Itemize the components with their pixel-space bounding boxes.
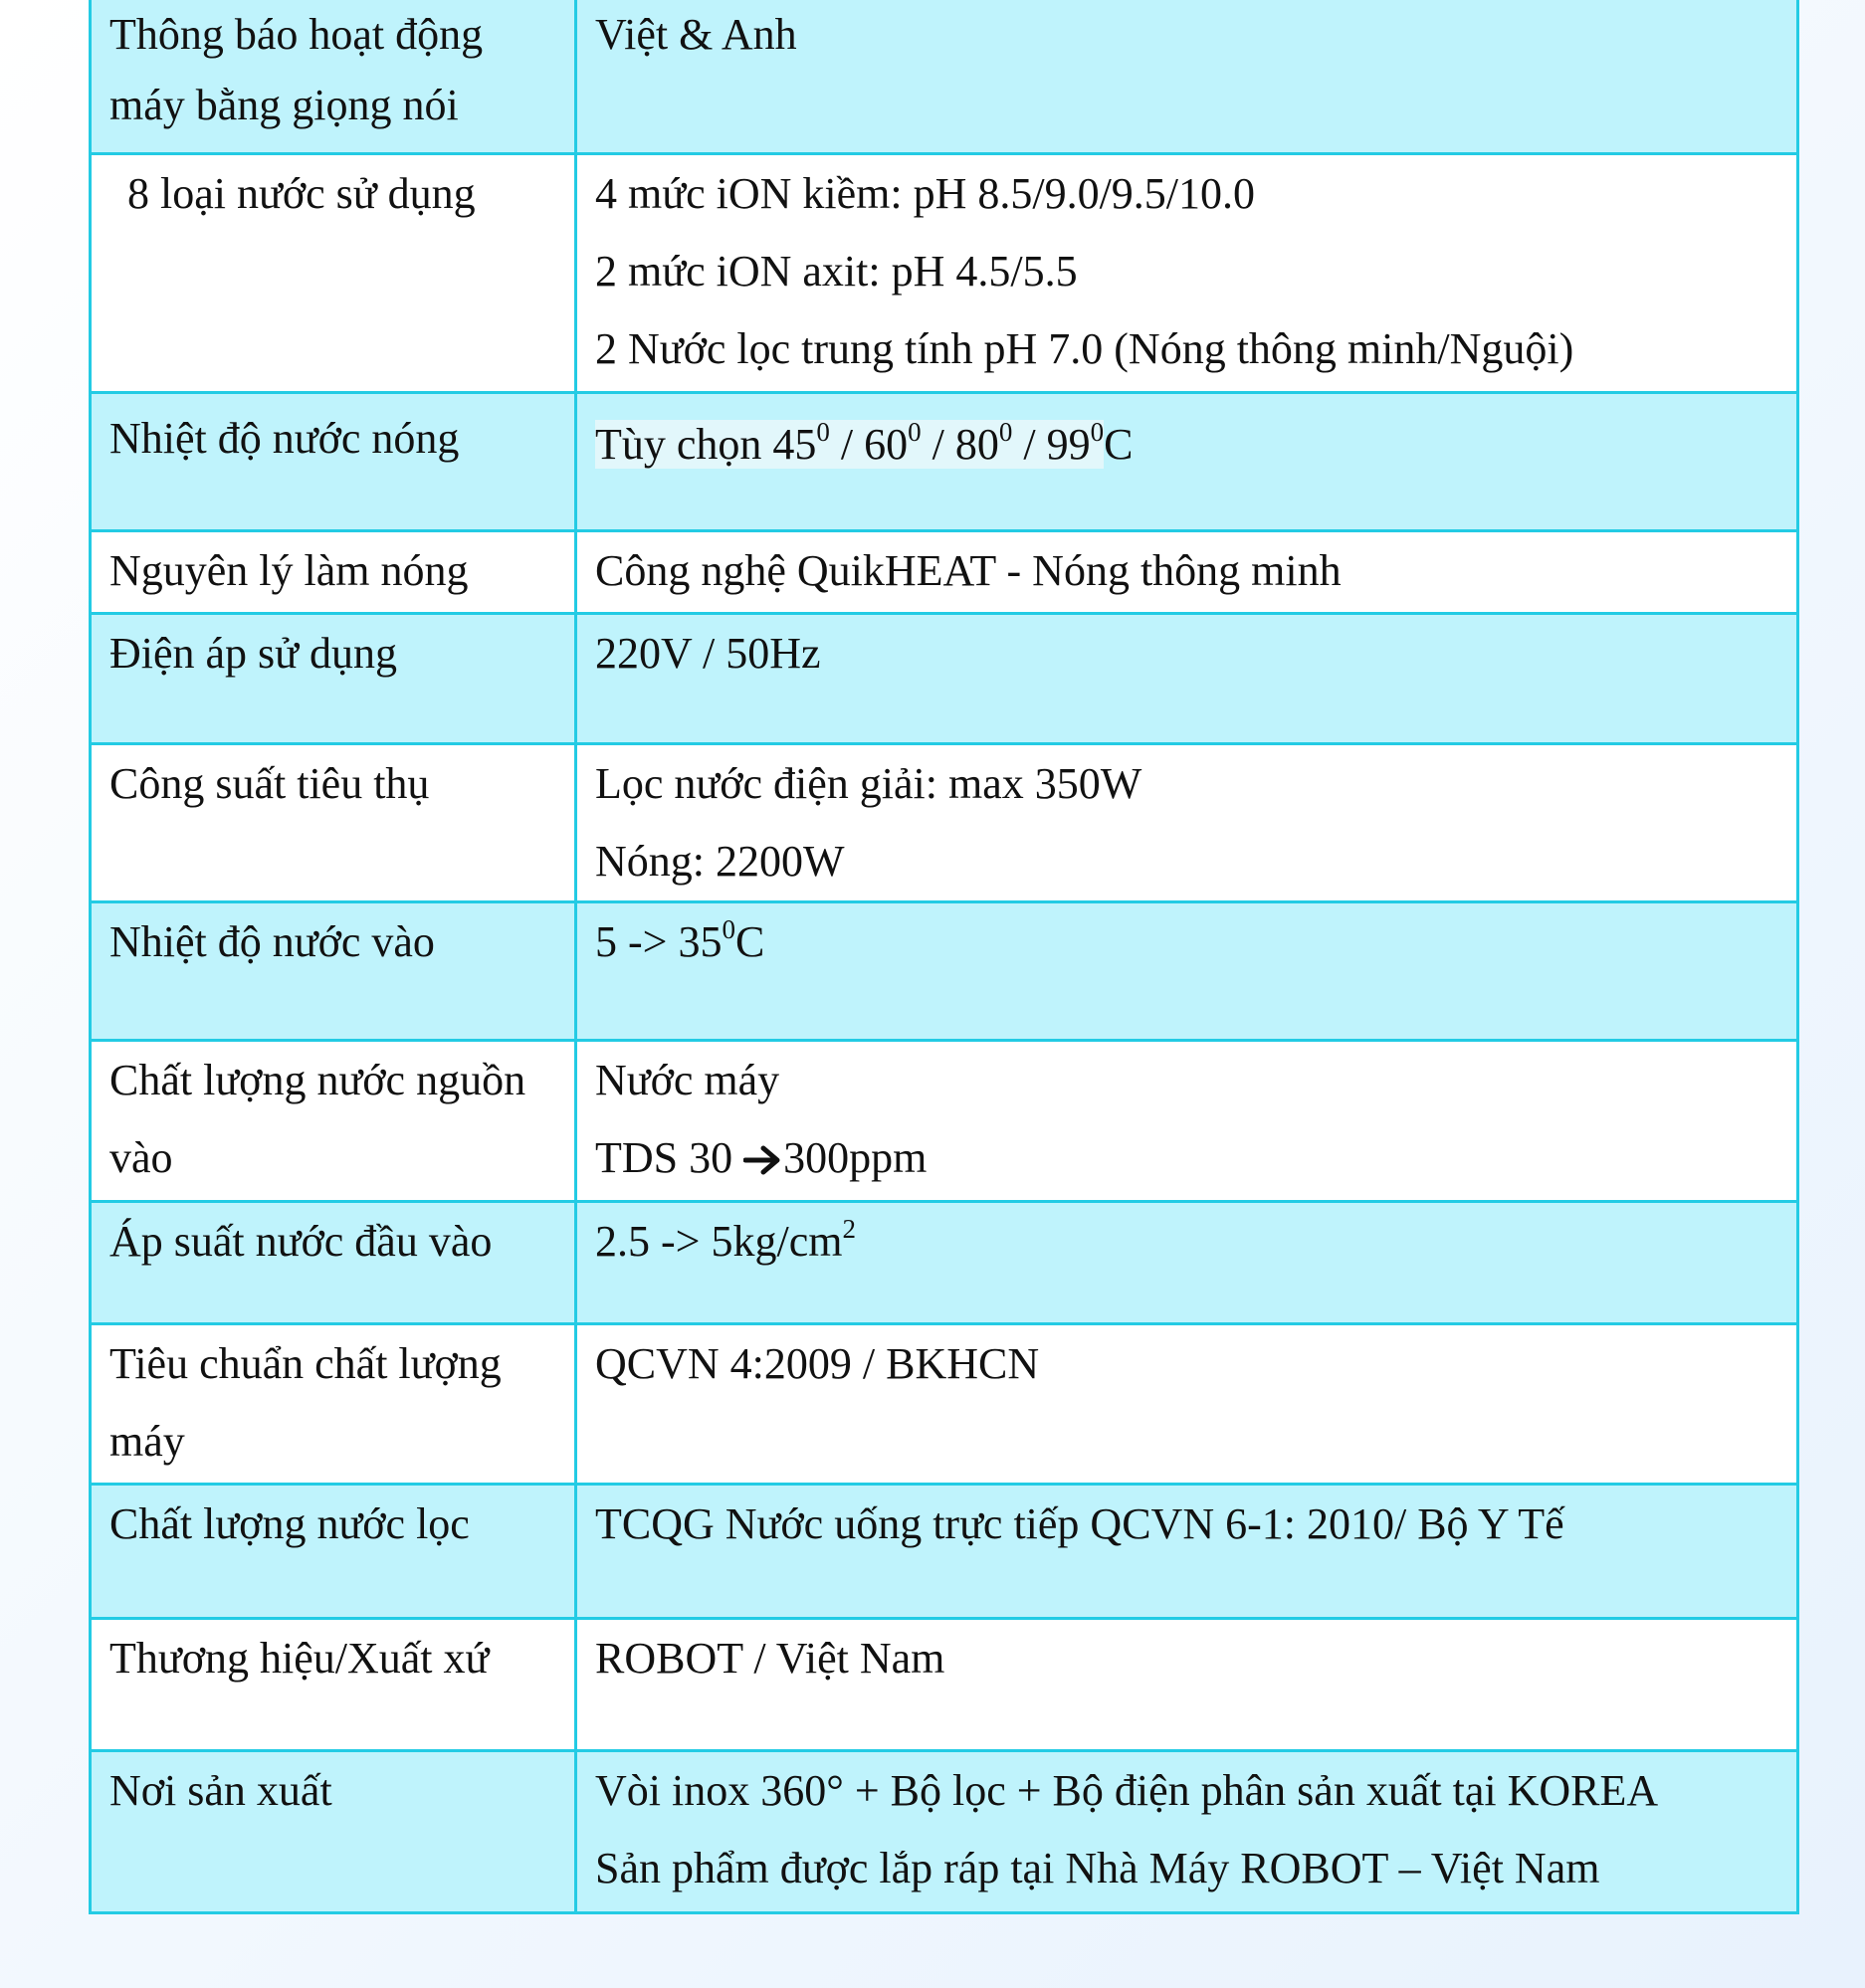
row-value — [576, 1324, 1798, 1485]
table-row — [91, 614, 1798, 744]
table-row — [91, 1751, 1798, 1913]
value-text: ROBOT / Việt Nam — [595, 1634, 945, 1683]
label-text: Công suất tiêu thụ — [109, 759, 430, 808]
table-row — [91, 0, 1798, 154]
table-row — [91, 1485, 1798, 1619]
row-label — [91, 1041, 576, 1202]
row-value — [576, 1751, 1798, 1913]
value-text: 2 mức iON axit: pH 4.5/5.5 — [595, 247, 1078, 296]
table-row — [91, 1202, 1798, 1324]
tds-range: TDS 30 300ppm — [595, 1133, 928, 1182]
label-text: Áp suất nước đầu vào — [109, 1217, 493, 1266]
row-value — [576, 614, 1798, 744]
row-label — [91, 614, 576, 744]
table-row — [91, 1619, 1798, 1751]
row-value — [576, 154, 1798, 393]
value-text: Nước máy — [595, 1056, 780, 1104]
row-value — [576, 744, 1798, 902]
value-text: TCQG Nước uống trực tiếp QCVN 6-1: 2010/ Bộ Y Tế — [595, 1499, 1564, 1548]
table-row — [91, 531, 1798, 614]
row-label — [91, 531, 576, 614]
label-text: Thông báo hoạt động máy bằng giọng nói — [109, 10, 484, 129]
row-label — [91, 0, 576, 154]
hot-temp-options: Tùy chọn $45^0 / 60^0 / 80^0 / 99^0$ — [595, 417, 1105, 469]
label-text: Tiêu chuẩn chất lượng máy — [109, 1339, 502, 1466]
row-value — [576, 531, 1798, 614]
value-text: Việt & Anh — [595, 10, 797, 59]
label-text: Thương hiệu/Xuất xứ — [109, 1634, 490, 1683]
label-text: Nơi sản xuất — [109, 1766, 332, 1815]
row-label — [91, 1324, 576, 1485]
table-row — [91, 154, 1798, 393]
label-text: Nhiệt độ nước vào — [109, 917, 435, 966]
label-text: Chất lượng nước lọc — [109, 1499, 470, 1548]
row-label — [91, 393, 576, 531]
table-row — [91, 1324, 1798, 1485]
row-label — [91, 744, 576, 902]
value-text: Vòi inox 360° + Bộ lọc + Bộ điện phân sản xuất tại KOREA — [595, 1766, 1659, 1815]
value-text: Lọc nước điện giải: max 350W — [595, 759, 1142, 808]
value-text: 2 Nước lọc trung tính pH 7.0 (Nóng thông minh/Nguội) — [595, 324, 1574, 373]
value-text: 4 mức iON kiềm: pH 8.5/9.0/9.5/10.0 — [595, 169, 1256, 218]
table-row — [91, 1041, 1798, 1202]
row-label — [91, 902, 576, 1041]
value-text: Nóng: 2200W — [595, 837, 845, 886]
row-value: $5 -> 35^0C$ — [576, 902, 1798, 1041]
row-label — [91, 1202, 576, 1324]
table-row — [91, 393, 1798, 531]
row-value: $2.5 -> 5kg/cm^2$ — [576, 1202, 1798, 1324]
label-text: Nhiệt độ nước nóng — [109, 414, 460, 463]
value-text: Sản phẩm được lắp ráp tại Nhà Máy ROBOT – Việt Nam — [595, 1844, 1600, 1892]
row-value — [576, 0, 1798, 154]
row-value: Tùy chọn $45^0 / 60^0 / 80^0 / 99^0C$ — [576, 393, 1798, 531]
label-text: Điện áp sử dụng — [109, 629, 398, 678]
row-label — [91, 1619, 576, 1751]
row-value — [576, 1485, 1798, 1619]
spec-table — [89, 0, 1799, 1914]
table-row — [91, 744, 1798, 902]
row-value — [576, 1041, 1798, 1202]
label-text: Nguyên lý làm nóng — [109, 546, 469, 595]
row-value — [576, 1619, 1798, 1751]
right-arrow-icon — [743, 1144, 783, 1176]
table-row — [91, 902, 1798, 1041]
value-text: QCVN 4:2009 / BKHCN — [595, 1339, 1040, 1388]
value-text: 220V / 50Hz — [595, 629, 821, 678]
label-text: 8 loại nước sử dụng — [127, 169, 476, 218]
row-label — [91, 154, 576, 393]
row-label — [91, 1485, 576, 1619]
label-text: Chất lượng nước nguồn vào — [109, 1056, 526, 1182]
row-label — [91, 1751, 576, 1913]
value-text: Công nghệ QuikHEAT - Nóng thông minh — [595, 546, 1342, 595]
